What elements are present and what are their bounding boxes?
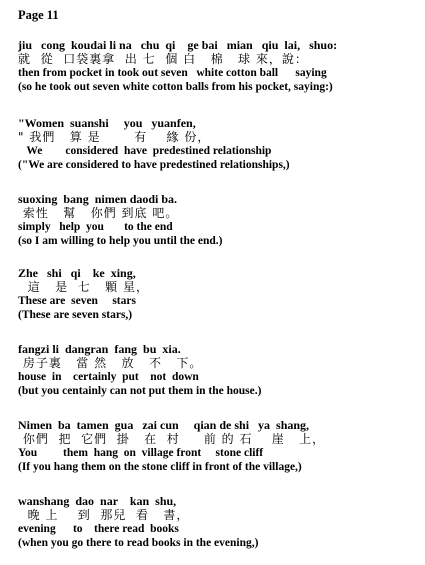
chinese-line: 房子裏 當 然 放 不 下。 [18, 356, 203, 370]
chinese-line: 這 是 七 顆 星， [18, 280, 149, 294]
translation-line: (These are seven stars,) [18, 309, 133, 321]
chinese-line: " 我們 算 是 有 緣 份， [18, 130, 211, 144]
translation-line: (If you hang them on the stone cliff in front of the village,) [18, 461, 302, 473]
gloss-line: You them hang on village front stone cliff [18, 447, 264, 459]
pinyin-line: fangzi li dangran fang bu xia. [18, 342, 181, 356]
gloss-line: We considered have predestined relationship [18, 145, 272, 157]
gloss-line: simply help you to the end [18, 221, 173, 233]
text-block-7 [18, 494, 419, 550]
text-block-5 [18, 342, 419, 398]
translation-line: (so I am willing to help you until the end.) [18, 235, 223, 247]
pinyin-line: jiu cong koudai li na chu qi ge bai mian qiu lai, shuo: [18, 38, 338, 52]
pinyin-line: "Women suanshi you yuanfen, [18, 116, 196, 130]
chinese-line: 就 從 口袋裏拿 出 七 個 白 棉 球 來，說： [18, 52, 308, 66]
text-block-6 [18, 418, 419, 474]
pinyin-line: Nimen ba tamen gua zai cun qian de shi ya shang, [18, 418, 310, 432]
pinyin-line: Zhe shi qi ke xing, [18, 266, 136, 280]
gloss-line: evening to there read books [18, 523, 179, 535]
translation-line: (so he took out seven white cotton balls from his pocket, saying:) [18, 81, 333, 93]
translation-line: ("We are considered to have predestined relationships,) [18, 159, 290, 171]
text-block-3 [18, 192, 419, 248]
pinyin-line: suoxing bang nimen daodi ba. [18, 192, 178, 206]
gloss-line: These are seven stars [18, 295, 136, 307]
translation-line: (when you go there to read books in the evening,) [18, 537, 259, 549]
page-title: Page 11 [18, 8, 59, 22]
gloss-line: house in certainly put not down [18, 371, 199, 383]
translation-line: (but you centainly can not put them in the house.) [18, 385, 262, 397]
chinese-line: 索性 幫 你們 到底 吧。 [18, 206, 179, 220]
chinese-line: 晚 上 到 那兒 看 書， [18, 508, 190, 522]
text-block-1 [18, 38, 419, 94]
pinyin-line: wanshang dao nar kan shu, [18, 494, 177, 508]
text-block-4 [18, 266, 419, 322]
text-block-2 [18, 116, 419, 172]
chinese-line: 你們 把 它們 掛 在 村 前 的 石 崖 上， [18, 432, 326, 446]
gloss-line: then from pocket in took out seven white cotton ball saying [18, 67, 327, 79]
